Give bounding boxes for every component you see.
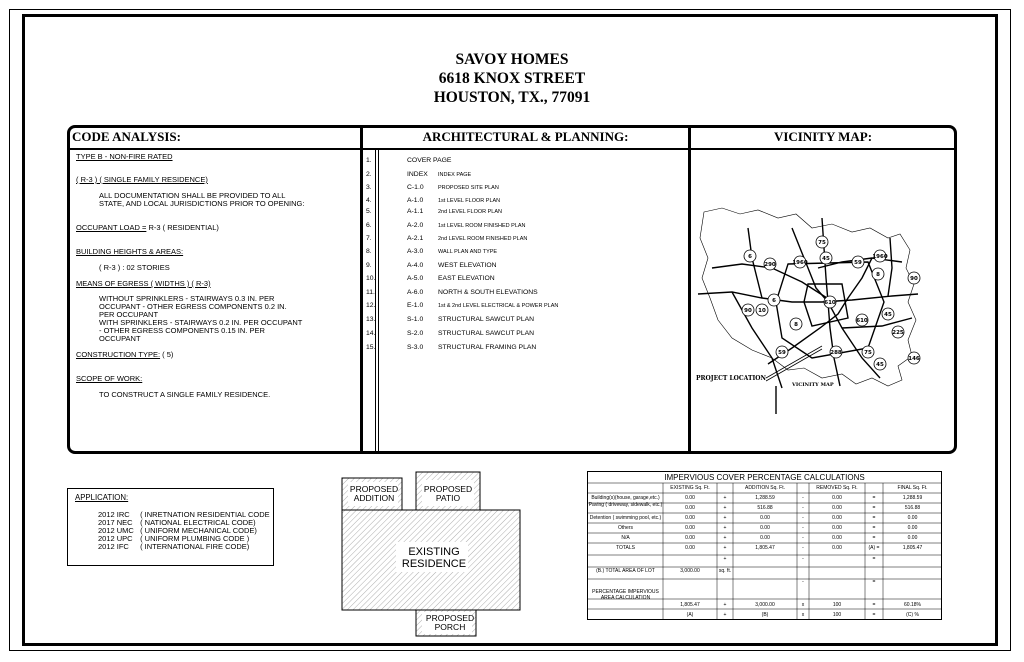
svg-text:75: 75 [864, 350, 872, 356]
highway [888, 238, 892, 296]
final-value: 0.00 [907, 525, 918, 531]
svg-text:10: 10 [758, 308, 766, 314]
highway [698, 292, 918, 302]
title-line-2: 6618 KNOX STREET [438, 70, 586, 87]
occupancy-classification: ( R-3 ) ( SINGLE FAMILY RESIDENCE) [76, 175, 208, 184]
sheet-code: A-1.1 [407, 208, 424, 215]
sheet-number: 8. [366, 248, 372, 255]
operator: = [872, 525, 876, 531]
row-label: N/A [621, 535, 630, 541]
vicinity-map-caption: VICINITY MAP [792, 382, 834, 388]
sheet-code: A-4.0 [407, 262, 424, 269]
operator: + [723, 556, 727, 562]
calc-hundred: 100 [832, 602, 842, 608]
route-marker [764, 258, 776, 270]
building-heights-label: BUILDING HEIGHTS & AREAS: [76, 247, 184, 256]
operator: x [801, 612, 805, 618]
route-marker [742, 304, 754, 316]
sheet-description: 2nd LEVEL FLOOR PLAN [438, 209, 502, 215]
svg-text:59: 59 [854, 260, 862, 266]
code-description: ( NATIONAL ELECTRICAL CODE) [140, 518, 256, 527]
route-marker [872, 268, 884, 280]
route-marker [824, 296, 836, 308]
operator: + [723, 612, 727, 618]
svg-text:6: 6 [748, 254, 752, 260]
architectural-header: ARCHITECTURAL & PLANNING: [422, 129, 629, 144]
sheet-number: 11. [366, 289, 375, 296]
proposed-addition-label [344, 485, 404, 503]
code-year: 2012 IFC [98, 542, 129, 551]
code-analysis-header: CODE ANALYSIS: [72, 129, 181, 144]
highway [748, 228, 762, 298]
operator: = [872, 535, 876, 541]
code-year: 2017 NEC [98, 518, 133, 527]
route-marker [852, 256, 864, 268]
removed-value: 0.00 [832, 545, 842, 551]
sheet-number: 1. [366, 157, 372, 164]
sheet-description: 1st & 2nd LEVEL ELECTRICAL & POWER PLAN [438, 303, 559, 309]
sheet-description: WALL PLAN AND TYPE [438, 249, 498, 255]
code-description: ( INTERNATIONAL FIRE CODE) [140, 542, 250, 551]
final-value: 0.00 [907, 535, 918, 541]
panel-header-divider [68, 148, 956, 150]
existing-value: 0.00 [685, 535, 695, 541]
construction-type-value: ( 5) [162, 350, 174, 359]
sheet-description: PROPOSED SITE PLAN [438, 185, 499, 191]
sheet-number-column-line-2 [378, 150, 379, 453]
route-marker [744, 250, 756, 262]
final-value: 1,288.59 [902, 495, 923, 501]
svg-text:225: 225 [892, 330, 904, 336]
addition-value: 1,805.47 [755, 545, 775, 551]
sheet-code: A-6.0 [407, 289, 424, 296]
documentation-note-2: STATE, AND LOCAL JURISDICTIONS PRIOR TO OPENING: [99, 199, 305, 208]
legend-a: (A) [686, 612, 694, 618]
addition-value: 0.00 [760, 535, 770, 541]
documentation-note-1: ALL DOCUMENTATION SHALL BE PROVIDED TO ALL [99, 191, 286, 200]
operator: = [872, 515, 876, 521]
calc-a: 1,805.47 [680, 602, 700, 608]
route-marker [856, 314, 868, 326]
route-marker [908, 352, 920, 364]
removed-value: 0.00 [832, 535, 842, 541]
removed-value: 0.00 [832, 495, 842, 501]
svg-text:8: 8 [876, 272, 880, 278]
label-line: PROPOSED [423, 484, 473, 494]
sheet-number: 14. [366, 330, 376, 337]
code-description: ( INRETNATION RESIDENTIAL CODE [140, 510, 270, 519]
construction-type-label: CONSTRUCTION TYPE: [76, 350, 161, 359]
operator: + [723, 525, 727, 531]
sheet-description: 1st LEVEL FLOOR PLAN [438, 198, 501, 204]
operator: = [872, 579, 876, 585]
addition-value: 516.88 [757, 505, 773, 511]
scope-of-work-label: SCOPE OF WORK: [76, 374, 143, 383]
occupant-load [76, 223, 219, 232]
sheet-number: 15. [366, 344, 376, 351]
sheet-description: STRUCTURAL FRAMING PLAN [438, 344, 537, 351]
egress-line: WITHOUT SPRINKLERS - STAIRWAYS 0.3 IN. PER [99, 294, 275, 303]
calc-b: 3,000.00 [755, 602, 775, 608]
operator: = [872, 612, 876, 618]
operator: + [723, 602, 727, 608]
label-line: AREA CALCULATION [600, 595, 651, 601]
existing-value: 0.00 [685, 515, 695, 521]
vicinity-map [692, 198, 924, 420]
total-lot-area-unit: sq. ft. [718, 568, 732, 574]
panel-divider-2 [688, 126, 691, 453]
egress-line: - OTHER EGRESS COMPONENTS 0.15 IN. PER [99, 326, 265, 335]
sheet-code: E-1.0 [407, 302, 424, 309]
existing-residence-label [392, 546, 476, 570]
sheet-number: 4. [366, 197, 372, 204]
svg-text:8: 8 [794, 322, 798, 328]
svg-text:45: 45 [876, 362, 884, 368]
sheet-description: EAST ELEVATION [438, 275, 495, 282]
existing-value: 0.00 [685, 545, 695, 551]
sheet-number: 10. [366, 275, 376, 282]
total-lot-area-value: 3,000.00 [680, 568, 700, 574]
egress-line: OCCUPANT [99, 334, 141, 343]
route-marker [816, 236, 828, 248]
proposed-patio-label [418, 485, 478, 503]
addition-value: 0.00 [760, 515, 770, 521]
sheet-number: 3. [366, 184, 372, 191]
sheet-number: 9. [366, 262, 372, 269]
operator: + [723, 495, 727, 501]
sheet-description: STRUCTURAL SAWCUT PLAN [438, 316, 535, 323]
code-year: 2012 UPC [98, 534, 133, 543]
route-marker [768, 294, 780, 306]
code-description: ( UNIFORM PLUMBING CODE ) [140, 534, 250, 543]
svg-text:290: 290 [764, 262, 776, 268]
sheet-description: INDEX PAGE [438, 172, 472, 178]
header-removed: REMOVED Sq. Ft. [816, 485, 858, 491]
operator: - [802, 525, 804, 531]
header-addition: ADDITION Sq. Ft. [744, 485, 785, 491]
operator: = [872, 505, 876, 511]
svg-text:59: 59 [778, 350, 786, 356]
svg-text:6: 6 [772, 298, 776, 304]
label-line: PATIO [435, 493, 461, 503]
existing-value: 0.00 [685, 495, 695, 501]
final-value: 516.88 [904, 505, 921, 511]
construction-type [76, 350, 173, 359]
sheet-number: 5. [366, 208, 372, 215]
sheet-number: 6. [366, 222, 372, 229]
operator: = [872, 602, 876, 608]
sheet-code: S-3.0 [407, 344, 424, 351]
legend-hundred: 100 [832, 612, 842, 618]
sheet-number: 13. [366, 316, 376, 323]
svg-text:90: 90 [744, 308, 752, 314]
proposed-porch-label [420, 614, 480, 632]
construction-type-b: TYPE B - NON-FIRE RATED [76, 152, 173, 161]
route-marker [792, 256, 807, 268]
sheet-number: 12. [366, 302, 376, 309]
row-label: Detention ( swimming pool, etc.) [589, 515, 662, 521]
svg-text:610: 610 [824, 300, 836, 306]
sheet-code: A-2.1 [407, 235, 424, 242]
operator: = [872, 495, 876, 501]
label-line: RESIDENCE [401, 558, 467, 570]
route-marker [862, 346, 874, 358]
route-marker [882, 308, 894, 320]
total-lot-area-label: (B.) TOTAL AREA OF LOT [596, 568, 655, 574]
route-marker [776, 346, 788, 358]
row-label: Building(s)(house, garage,etc.) [591, 495, 660, 501]
building-heights-value: ( R-3 ) : 02 STORIES [99, 263, 170, 272]
existing-value: 0.00 [685, 505, 695, 511]
operator: x [801, 602, 805, 608]
sheet-number: 7. [366, 235, 372, 242]
sheet-number: 2. [366, 171, 372, 178]
addition-value: 1,288.59 [755, 495, 775, 501]
route-marker [790, 318, 802, 330]
code-year: 2012 IRC [98, 510, 130, 519]
route-marker [874, 358, 886, 370]
calc-result: 60.18% [904, 602, 921, 608]
label-line: EXISTING [408, 546, 460, 558]
row-label: TOTALS [616, 545, 635, 551]
code-year: 2012 UMC [98, 526, 134, 535]
addition-value: 0.00 [760, 525, 770, 531]
code-description: ( UNIFORM MECHANICAL CODE) [140, 526, 257, 535]
route-marker [830, 346, 842, 358]
header-existing: EXISTING Sq. Ft. [670, 485, 710, 491]
operator: + [723, 515, 727, 521]
route-marker [892, 326, 904, 338]
label-line: ADDITION [353, 493, 395, 503]
impervious-table-title: IMPERVIOUS COVER PERCENTAGE CALCULATIONS [664, 473, 865, 482]
operator: + [723, 505, 727, 511]
sheet-description: 1st LEVEL ROOM FINISHED PLAN [438, 223, 526, 229]
occupant-load-value: R-3 ( RESIDENTIAL) [148, 223, 219, 232]
highway [776, 262, 884, 358]
removed-value: 0.00 [832, 525, 842, 531]
row-label: Paving ( driveway, sidewalk, etc.) [588, 502, 663, 508]
svg-text:288: 288 [830, 350, 842, 356]
scope-of-work-value: TO CONSTRUCT A SINGLE FAMILY RESIDENCE. [99, 390, 271, 399]
svg-text:90: 90 [910, 276, 918, 282]
label-line: PROPOSED [349, 484, 399, 494]
egress-line: PER OCCUPANT [99, 310, 159, 319]
legend-result: (C) % [906, 612, 919, 618]
existing-value: 0.00 [685, 525, 695, 531]
operator: - [802, 535, 804, 541]
title-line-3: HOUSTON, TX., 77091 [433, 89, 591, 106]
svg-text:1960: 1960 [792, 260, 808, 266]
occupant-load-label: OCCUPANT LOAD = [76, 223, 147, 232]
svg-text:610: 610 [856, 318, 868, 324]
sheet-code: A-1.0 [407, 197, 424, 204]
sheet-description: WEST ELEVATION [438, 262, 497, 269]
removed-value: 0.00 [832, 515, 842, 521]
project-title [0, 50, 1024, 107]
panel-divider-1 [360, 126, 363, 453]
sheet-code: S-1.0 [407, 316, 424, 323]
application-title: APPLICATION: [75, 493, 129, 502]
sheet-code: A-5.0 [407, 275, 424, 282]
final-value: 0.00 [907, 515, 918, 521]
sheet-code: INDEX [407, 171, 428, 178]
route-marker [756, 304, 768, 316]
operator: - [802, 579, 804, 585]
title-line-1: SAVOY HOMES [455, 51, 569, 68]
percentage-impervious-label [588, 589, 663, 601]
route-marker [908, 272, 920, 284]
egress-line: OCCUPANT - OTHER EGRESS COMPONENTS 0.2 IN. [99, 302, 287, 311]
removed-value: 0.00 [832, 505, 842, 511]
label-line: PERCENTAGE IMPERVIOUS [592, 589, 659, 595]
egress-line: WITH SPRINKLERS - STAIRWAYS 0.2 IN. PER OCCUPANT [99, 318, 303, 327]
code-row [98, 542, 249, 551]
sheet-code: A-2.0 [407, 222, 424, 229]
svg-text:45: 45 [884, 312, 892, 318]
label-line: PORCH [434, 622, 466, 632]
operator: - [802, 495, 804, 501]
header-final: FINAL Sq. Ft. [897, 485, 928, 491]
sheet-code: COVER PAGE [407, 157, 452, 164]
operator: + [723, 545, 727, 551]
final-value: 1,805.47 [902, 545, 923, 551]
route-marker [820, 252, 832, 264]
sheet-description: STRUCTURAL SAWCUT PLAN [438, 330, 535, 337]
operator: - [802, 515, 804, 521]
sheet-code: A-3.0 [407, 248, 424, 255]
label-line: PROPOSED [425, 613, 475, 623]
sheet-description: 2nd LEVEL ROOM FINISHED PLAN [438, 236, 528, 242]
sheet-code: C-1.0 [407, 184, 424, 191]
operator: - [802, 505, 804, 511]
sheet-description: NORTH & SOUTH ELEVATIONS [438, 289, 538, 296]
svg-text:75: 75 [818, 240, 826, 246]
operator: (A) = [868, 545, 880, 551]
vicinity-map-header: VICINITY MAP: [773, 129, 873, 144]
row-label: Others [617, 525, 633, 531]
svg-text:1960: 1960 [872, 254, 888, 260]
svg-text:45: 45 [822, 256, 830, 262]
operator: + [723, 535, 727, 541]
operator: - [802, 545, 804, 551]
sheet-code: S-2.0 [407, 330, 424, 337]
operator: = [872, 556, 876, 562]
legend-b: (B) [761, 612, 769, 618]
means-of-egress-label: MEANS OF EGRESS ( WIDTHS ) ( R-3) [76, 279, 211, 288]
operator: - [802, 556, 804, 562]
svg-text:146: 146 [908, 356, 920, 362]
project-location-label: PROJECT LOCATION [696, 375, 766, 382]
